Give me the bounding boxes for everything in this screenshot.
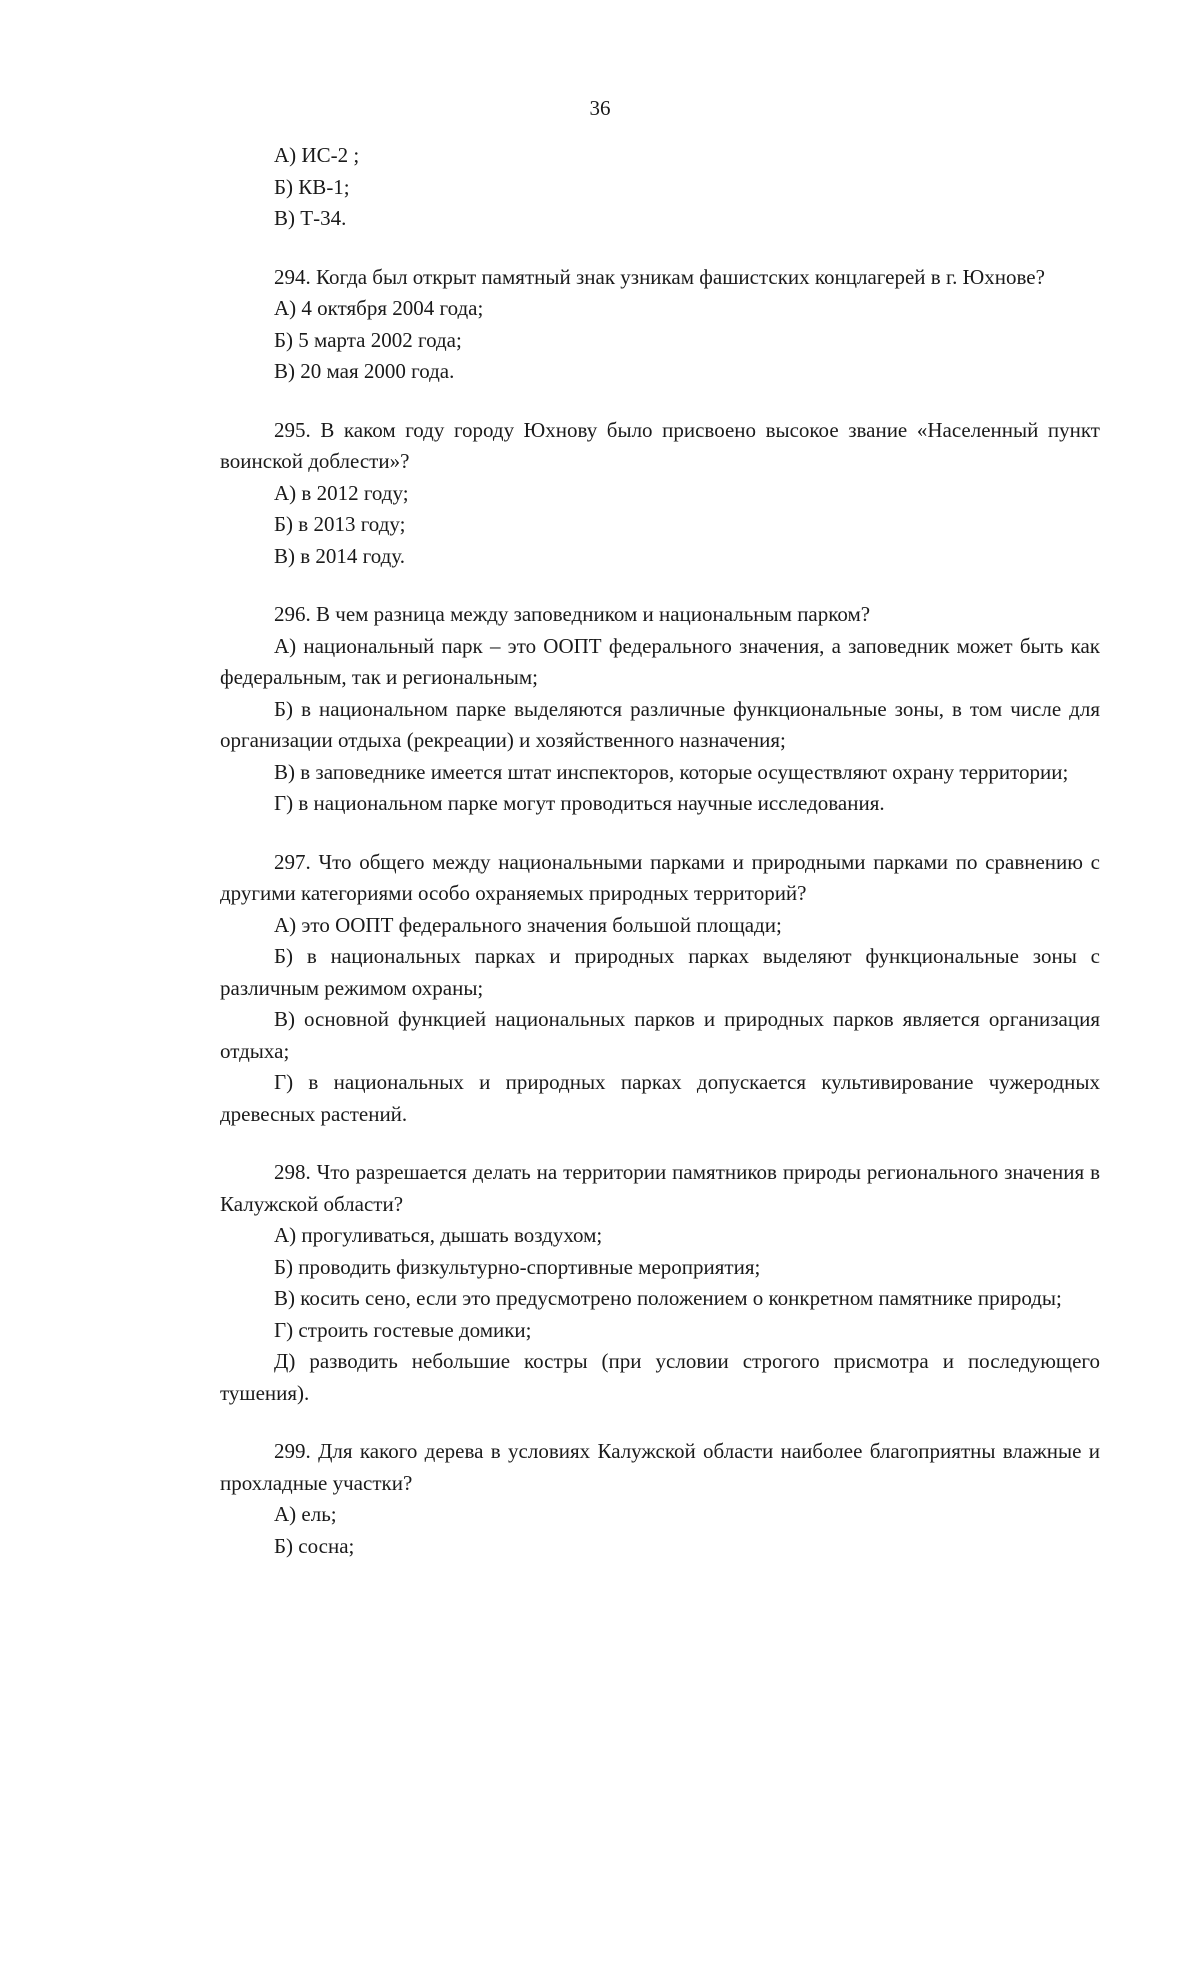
answer-option: Б) КВ-1; [274,174,350,199]
answer-option: В) косить сено, если это предусмотрено положением о конкретном памятнике природы; [274,1286,1062,1310]
answer-list [220,478,1100,573]
answer-option: В) Т-34. [274,206,347,230]
answer-option: Б) проводить физкультурно-спортивные мероприятия; [274,1254,761,1279]
answer-option: А) прогуливаться, дышать воздухом; [274,1223,603,1247]
answer-list [220,1220,1100,1409]
question-296 [220,599,1100,820]
answer-option: А) в 2012 году; [274,480,409,505]
lead-answers [220,140,1100,235]
answer-option: А) 4 октября 2004 года; [274,296,484,320]
answer-option: Б) в национальном парке выделяются различные функциональные зоны, в том числе для организации отдыха (рекреации) и хозяйственного назначения; [220,696,1100,752]
answer-option: А) ель; [274,1502,337,1526]
answer-option: В) основной функцией национальных парков и природных парков является организация отдыха; [220,1007,1100,1063]
question-text: 298. Что разрешается делать на территории памятников природы регионального значения в Калужской области? [220,1160,1100,1216]
page-content [220,140,1100,1562]
answer-option: В) в 2014 году. [274,543,405,568]
page-number: 36 [589,96,611,120]
answer-option: Г) в национальных и природных парках допускается культивирование чужеродных древесных растений. [220,1070,1100,1126]
answer-option: Б) 5 марта 2002 года; [274,327,462,352]
answer-option: А) национальный парк – это ООПТ федерального значения, а заповедник может быть как федеральным, так и региональным; [220,633,1100,689]
answer-list [220,1499,1100,1562]
question-297 [220,847,1100,1131]
answer-option: Г) в национальном парке могут проводиться научные исследования. [274,791,885,815]
question-298 [220,1157,1100,1409]
question-text: 297. Что общего между национальными парками и природными парками по сравнению с другими категориями особо охраняемых природных территорий? [220,849,1100,905]
answer-option: В) в заповеднике имеется штат инспекторов, которые осуществляют охрану территории; [274,759,1069,784]
answer-option: Б) в 2013 году; [274,512,406,536]
question-294 [220,262,1100,388]
answer-option: Б) в национальных парках и природных парках выделяют функциональные зоны с различным режимом охраны; [220,944,1100,1000]
answer-list [220,293,1100,388]
answer-option: Г) строить гостевые домики; [274,1317,532,1342]
answer-option: Б) сосна; [274,1533,355,1558]
answer-option: В) 20 мая 2000 года. [274,359,455,383]
question-text: 299. Для какого дерева в условиях Калужской области наиболее благоприятны влажные и прохладные участки? [220,1439,1100,1495]
question-text: 296. В чем разница между заповедником и национальным парком? [274,602,871,626]
answer-list [220,910,1100,1131]
answer-option: А) это ООПТ федерального значения большой площади; [274,912,782,937]
answer-option: Д) разводить небольшие костры (при условии строгого присмотра и последующего тушения). [220,1349,1100,1405]
question-text: 294. Когда был открыт памятный знак узникам фашистских концлагерей в г. Юхнове? [274,264,1045,289]
answer-list [220,631,1100,820]
question-text: 295. В каком году городу Юхнову было присвоено высокое звание «Населенный пункт воинской доблести»? [220,417,1100,473]
question-295 [220,415,1100,573]
question-299 [220,1436,1100,1562]
answer-option: А) ИС-2 ; [274,143,360,167]
